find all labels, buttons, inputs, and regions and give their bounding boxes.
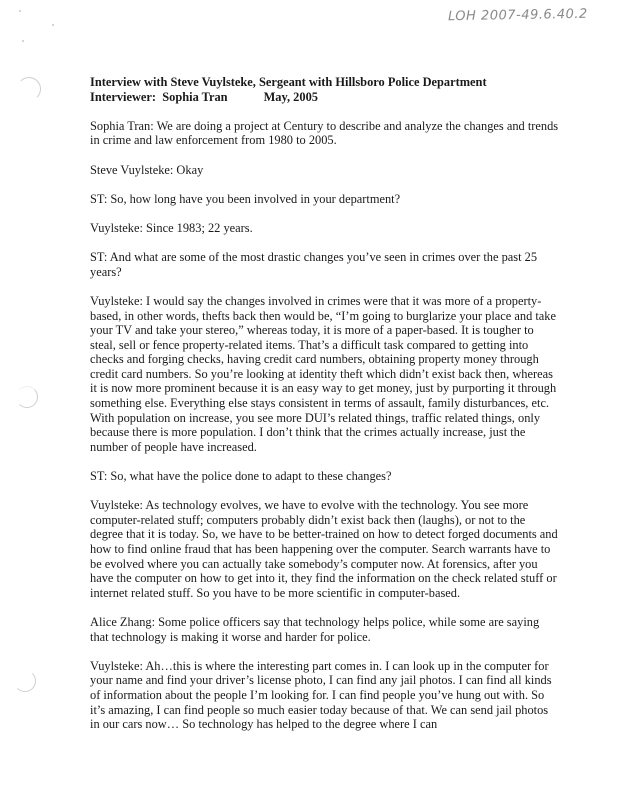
accession-number: LOH 2007-49.6.40.2 (447, 6, 588, 25)
interviewer-line (90, 90, 560, 105)
document-title: Interview with Steve Vuylsteke, Sergeant with Hillsboro Police Department (90, 75, 487, 89)
transcript-paragraph: Vuylsteke: Since 1983; 22 years. (90, 220, 253, 235)
document-body (90, 75, 560, 746)
transcript-paragraph: Steve Vuylsteke: Okay (90, 162, 204, 177)
interview-date: May, 2005 (263, 89, 318, 104)
scan-speck (52, 24, 54, 26)
transcript-paragraph: Vuylsteke: I would say the changes involved in crimes were that it was more of a property-based, in other words, thefts back then would be, “I’m going to burglarize your place and take your TV and take your stereo,” whereas today, it is more of a paper-based. It is tougher to steal, sell or fence property-related items. That’s a difficult task compared to getting into checks and forging checks, having credit card numbers, obtaining property money through credit card numbers. So you’re looking at identity theft which didn’t exist back then, whereas it is now more prominent because it is an easy way to get money, just by purporting it through something else. Everything else stays consistent in terms of assault, family disturbances, etc. With population on increase, you see more DUI’s related things, traffic related things, only because there is more population. I don’t think that the crimes actually increase, just the number of people have increased. (90, 293, 557, 454)
transcript-paragraph: ST: So, how long have you been involved in your department? (90, 191, 401, 206)
hole-punch-mark (14, 670, 36, 692)
interviewer-label: Interviewer: (90, 89, 157, 104)
transcript-paragraph: ST: And what are some of the most drastic changes you’ve seen in crimes over the past 25 years? (90, 250, 538, 279)
transcript-paragraph: Sophia Tran: We are doing a project at Century to describe and analyze the changes and trends in crime and law enforcement from 1980 to 2005. (90, 118, 559, 148)
transcript-paragraph: Vuylsteke: Ah…this is where the interesting part comes in. I can look up in the computer for your name and find your driver’s license photo, I can find any jail photos. I can find all kinds of information about the people I’m looking for. I can find people you’ve hung out with. So it’s amazing, I can find people so much easier today because of that. We can send jail photos in our cars now… So technology has helped to the degree where I can (90, 658, 552, 732)
transcript-paragraph: Alice Zhang: Some police officers say that technology helps police, while some are saying that technology is making it worse and harder for police. (90, 614, 540, 644)
scan-speck (22, 40, 24, 42)
transcript-paragraph: ST: So, what have the police done to adapt to these changes? (90, 469, 392, 484)
hole-punch-mark (17, 77, 41, 101)
scan-speck (19, 10, 21, 12)
transcript-paragraph: Vuylsteke: As technology evolves, we have to evolve with the technology. You see more computer-related stuff; computers probably didn’t exist back then (laughs), or not to the degree that it is today. So, we have to be better-trained on how to detect forged documents and how to find online fraud that has been happening over the computer. Search warrants have to be evolved where you can actually take somebody’s computer now. At forensics, after you have the computer on how to get into it, they find the information on the check related stuff or internet related stuff. So you have to be more scientific in computer-based. (90, 498, 558, 600)
interviewer-name: Sophia Tran (162, 89, 228, 104)
hole-punch-mark (16, 386, 38, 408)
